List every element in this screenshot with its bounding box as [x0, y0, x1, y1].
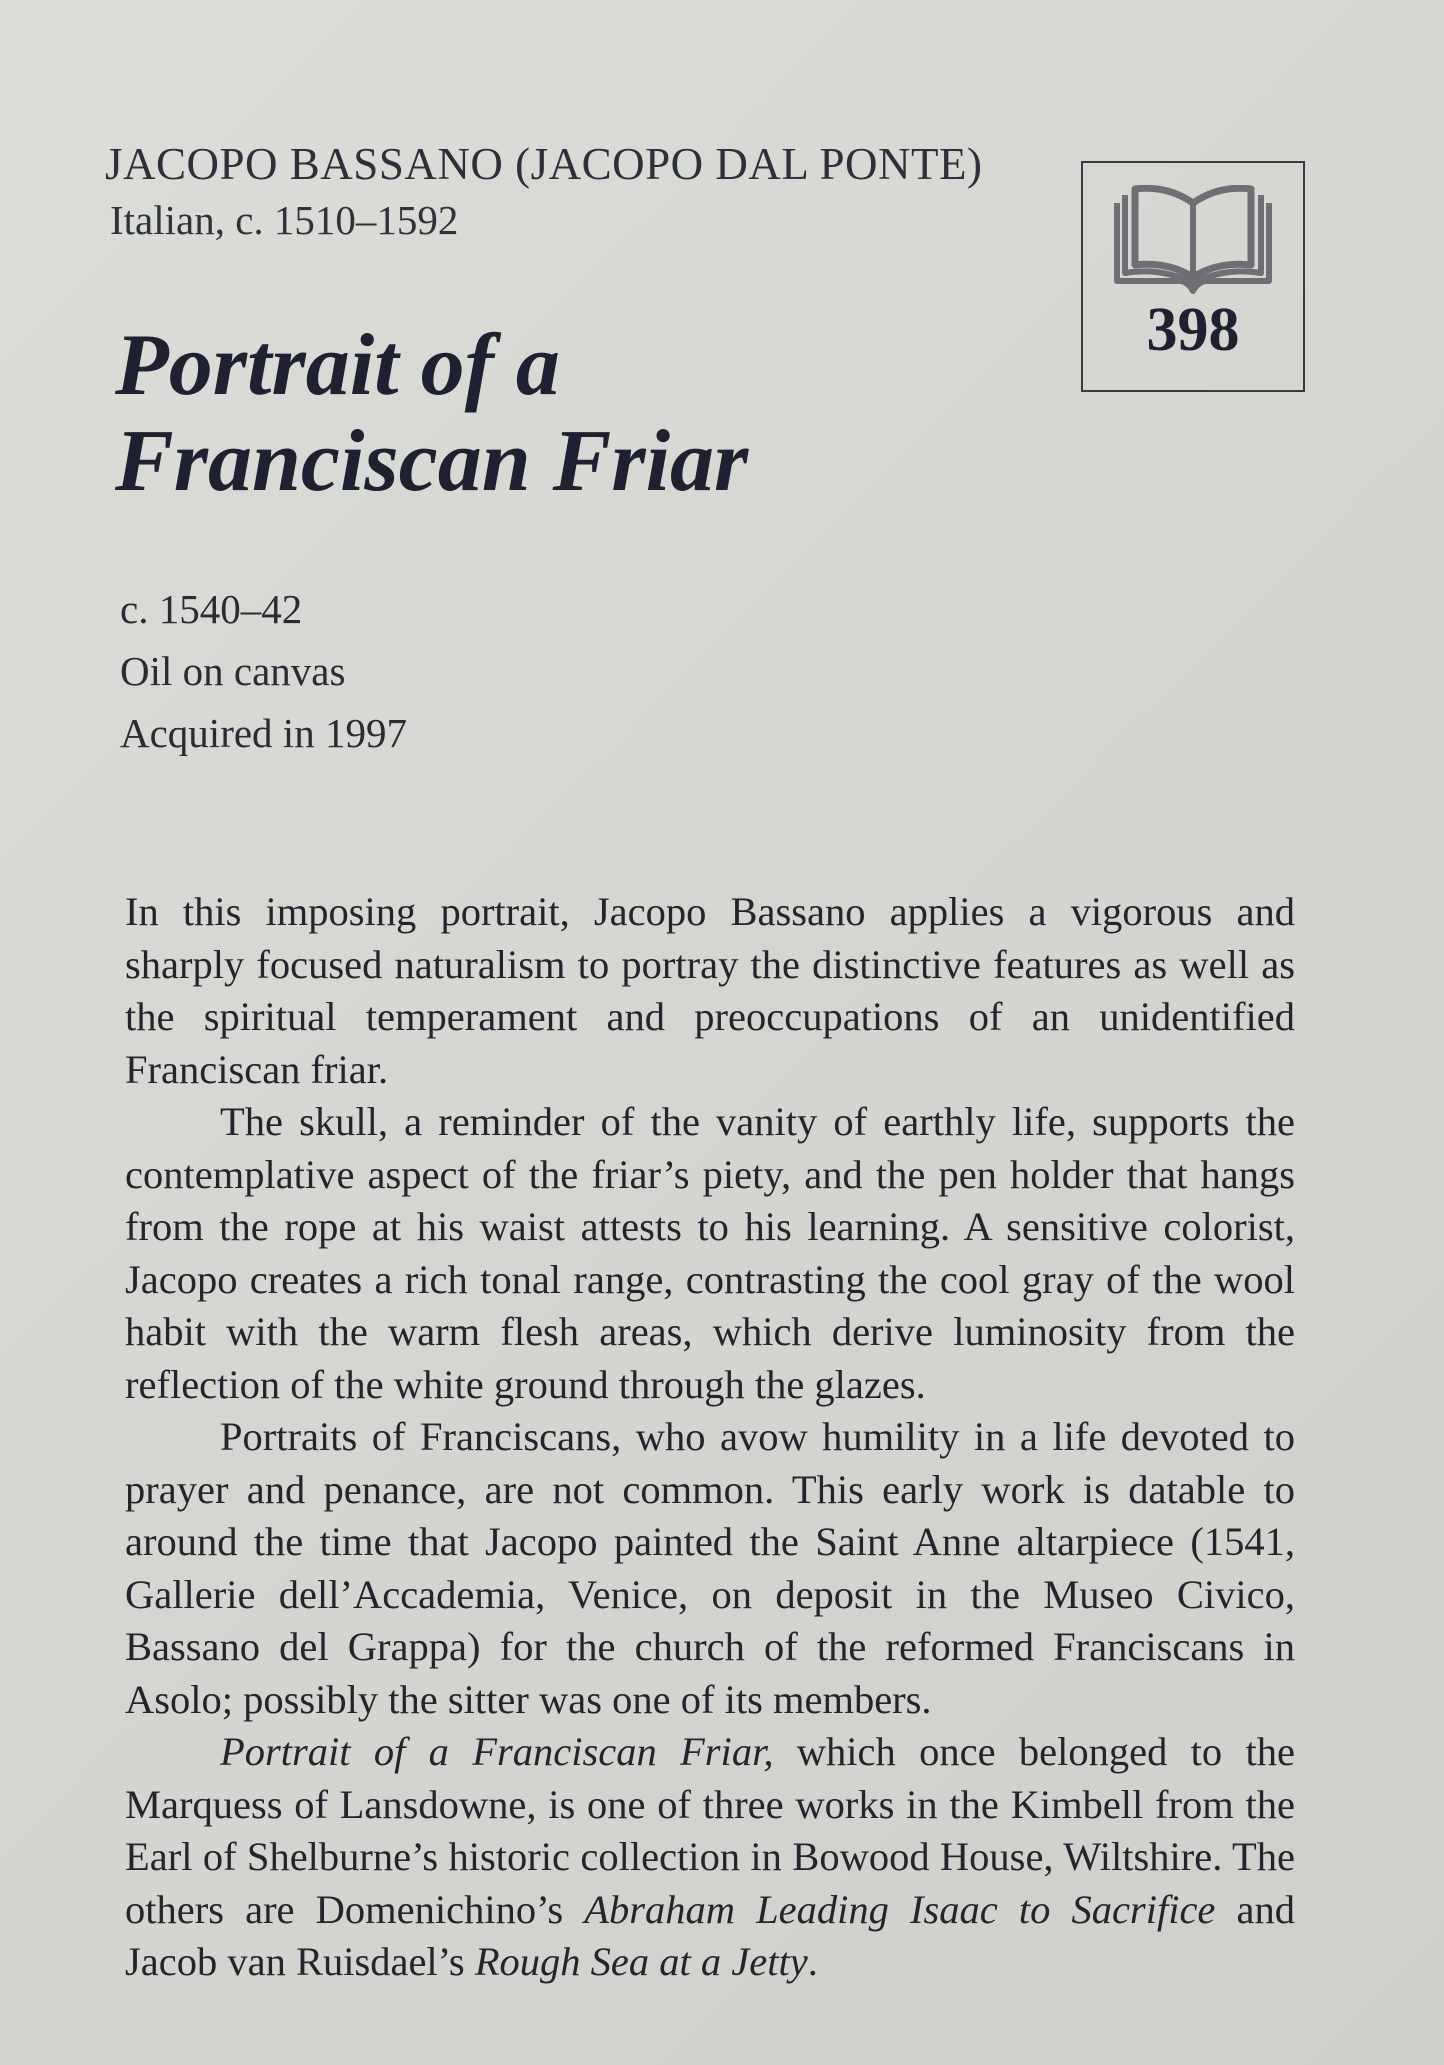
- paragraph-4-text-2: and Jacob van Ruisdael’s: [125, 1886, 1296, 1984]
- artwork-details: [120, 578, 407, 764]
- related-work-domenichino: Abraham Leading Isaac to Sacrifice: [584, 1886, 1216, 1932]
- description-paragraph-3: Portraits of Franciscans, who avow humility in a life devoted to prayer and penance, are not common. This early work is datable to around the time that Jacopo painted the Saint Anne altarpiece (1541, Gallerie dell’Accademia, Venice, on deposit in the Museo Civico, Bassano del Grappa) for the church of the reformed Franciscans in Asolo; possibly the sitter was one of its members.: [125, 1414, 1295, 1722]
- open-book-icon: [1111, 185, 1275, 295]
- acquisition-year: Acquired in 1997: [120, 710, 407, 756]
- paragraph-4-text-1: which once belonged to the Marquess of Lansdowne, is one of three works in the Kimbell from the Earl of Shelburne’s historic collection in Bowood House, Wiltshire. The others are Domenichino’s: [125, 1729, 1295, 1932]
- description-text: [125, 886, 1295, 1989]
- description-paragraph-1: In this imposing portrait, Jacopo Bassano applies a vigorous and sharply focused naturalism to portray the distinctive features as well as the spiritual temperament and preoccupations of an unidentified Franciscan friar.: [125, 889, 1295, 1092]
- artwork-title-line-2: Franciscan Friar: [115, 413, 749, 510]
- description-paragraph-2: The skull, a reminder of the vanity of earthly life, supports the contemplative aspect of the friar’s piety, and the pen holder that hangs from the rope at his waist attests to his learning. A sensitive colorist, Jacopo creates a rich tonal range, contrasting the cool gray of the wool habit with the warm flesh areas, which derive luminosity from the reflection of the white ground through the glazes.: [125, 1099, 1295, 1407]
- artist-name: JACOPO BASSANO (JACOPO DAL PONTE): [105, 139, 983, 189]
- description-paragraph-4: [125, 1726, 1295, 1989]
- artwork-medium: Oil on canvas: [120, 648, 346, 694]
- artwork-title-line-1: Portrait of a: [115, 317, 560, 414]
- artist-nationality-dates: Italian, c. 1510–1592: [110, 197, 459, 243]
- artwork-date: c. 1540–42: [120, 586, 303, 632]
- paragraph-4-text-3: .: [807, 1939, 818, 1984]
- artwork-title-reference: Portrait of a Franciscan Friar,: [220, 1729, 774, 1774]
- audio-guide-box: [1081, 161, 1305, 392]
- audio-stop-number: 398: [1146, 296, 1240, 364]
- related-work-ruisdael: Rough Sea at a Jetty: [474, 1939, 808, 1984]
- artwork-title: [115, 318, 748, 510]
